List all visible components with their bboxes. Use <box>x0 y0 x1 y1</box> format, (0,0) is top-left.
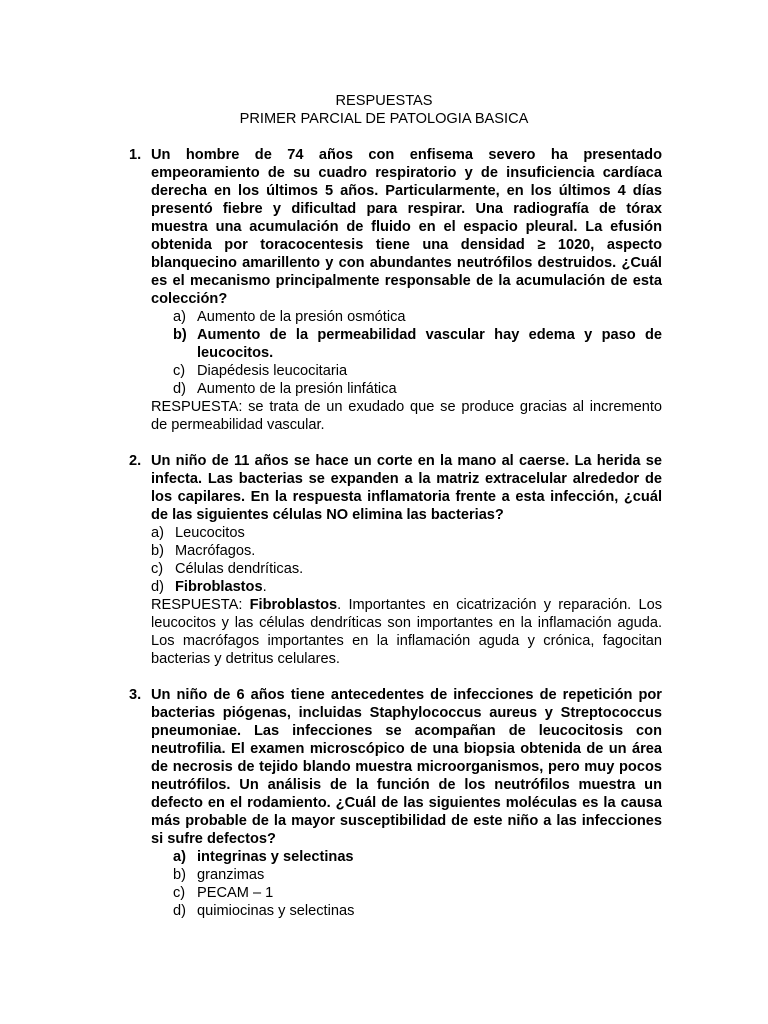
question-1 <box>122 146 662 434</box>
question-number: 2. <box>129 453 142 469</box>
option-text: Aumento de la presión linfática <box>197 381 397 397</box>
question-number: 3. <box>129 687 142 703</box>
document-header <box>0 92 768 128</box>
option-text: Diapédesis leucocitaria <box>197 363 348 379</box>
option-letter: c) <box>151 561 164 577</box>
option-list <box>151 308 662 398</box>
option-text: Aumento de la permeabilidad vascular hay edema y paso de leucocitos. <box>197 327 662 361</box>
question-text: Un hombre de 74 años con enfisema severo ha presentado empeoramiento de su cuadro respiratorio y de insuficiencia cardíaca derecha en los últimos 5 años. Particularmente, en los últimos 4 días presentó fiebre y dificultad para respirar. Una radiografía de tórax muestra una acumulación de fluido en el espacio pleural. La efusión obtenida por toracocentesis tiene una densidad ≥ 1020, aspecto blanquecino amarillento y con abundantes neutrófilos destruidos. ¿Cuál es el mecanismo principalmente responsable de la acumulación de esta colección? <box>151 147 662 307</box>
question-number: 1. <box>129 147 142 163</box>
option-c <box>173 884 662 902</box>
answer-highlight: Fibroblastos <box>249 597 338 613</box>
option-text: granzimas <box>197 867 265 883</box>
option-d-correct <box>151 578 662 596</box>
answer-text <box>151 596 662 668</box>
question-text: Un niño de 11 años se hace un corte en la mano al caerse. La herida se infecta. Las bacterias se expanden a la matriz extracelular alrededor de los capilares. En la respuesta inflamatoria frente a esta infección, ¿cuál de las siguientes células NO elimina las bacterias? <box>151 453 662 523</box>
option-text: quimiocinas y selectinas <box>197 903 355 919</box>
header-subtitle: PRIMER PARCIAL DE PATOLOGIA BASICA <box>239 111 529 127</box>
option-letter: d) <box>173 903 186 919</box>
question-text: Un niño de 6 años tiene antecedentes de infecciones de repetición por bacterias piógenas, incluidas Staphylococcus aureus y Streptococcus pneumoniae. Las infecciones se acompañan de leucocitosis con neutrofilia. El examen microscópico de una biopsia obtenida de un área de necrosis de tejido blando muestra microorganismos, pero muy pocos neutrófilos. Un análisis de la función de los neutrófilos muestra un defecto en el rodamiento. ¿Cuál de las siguientes moléculas es la causa más probable de la mayor susceptibilidad de este niño a las infecciones si sufre defectos? <box>151 687 662 847</box>
option-text: Células dendríticas. <box>175 561 304 577</box>
header-title: RESPUESTAS <box>335 93 433 109</box>
option-c <box>173 362 662 380</box>
option-letter: c) <box>173 363 186 379</box>
option-b-correct <box>173 326 662 362</box>
option-c <box>151 560 662 578</box>
option-b <box>151 542 662 560</box>
option-letter: b) <box>173 867 186 883</box>
option-list <box>151 848 662 920</box>
option-list <box>151 524 662 596</box>
option-text: Macrófagos. <box>175 543 256 559</box>
option-letter: a) <box>173 309 186 325</box>
option-text: Fibroblastos <box>175 579 263 595</box>
option-letter: b) <box>151 543 164 559</box>
option-text: Aumento de la presión osmótica <box>197 309 406 325</box>
option-text: PECAM – 1 <box>197 885 274 901</box>
answer-body: . Importantes en cicatrización y reparación. Los leucocitos y las células dendríticas son importantes en la inflamación aguda. Los macrófagos importantes en la inflamación aguda y crónica, fagocitan bacterias y detritus celulares. <box>151 597 662 667</box>
option-letter: a) <box>173 849 186 865</box>
question-list <box>122 146 662 938</box>
option-letter: d) <box>173 381 186 397</box>
option-text: Leucocitos <box>175 525 245 541</box>
option-d <box>173 380 662 398</box>
option-letter: d) <box>151 579 164 595</box>
option-a <box>151 524 662 542</box>
option-letter: a) <box>151 525 164 541</box>
option-suffix: . <box>262 579 267 595</box>
option-letter: c) <box>173 885 186 901</box>
option-a <box>173 308 662 326</box>
option-b <box>173 866 662 884</box>
question-2 <box>122 452 662 668</box>
option-d <box>173 902 662 920</box>
option-letter: b) <box>173 327 187 343</box>
answer-prefix: RESPUESTA: <box>151 597 250 613</box>
option-a-correct <box>173 848 662 866</box>
answer-text: RESPUESTA: se trata de un exudado que se produce gracias al incremento de permeabilidad vascular. <box>151 399 662 433</box>
question-3 <box>122 686 662 920</box>
option-text: integrinas y selectinas <box>197 849 354 865</box>
